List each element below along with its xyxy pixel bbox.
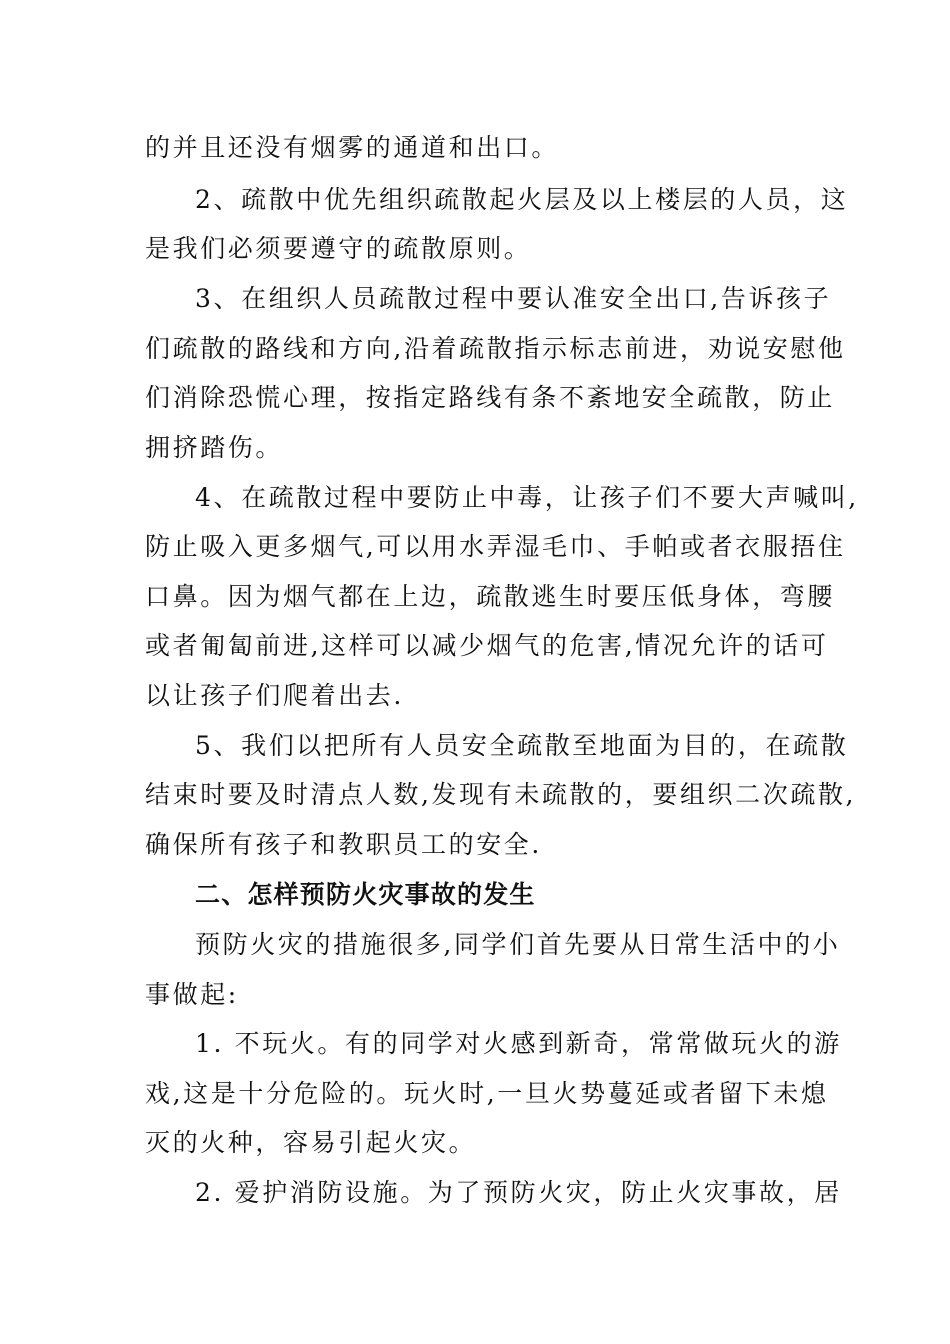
- paragraph-line: 事做起:: [145, 980, 239, 1009]
- paragraph-line: 们消除恐慌心理，按指定路线有条不紊地安全疏散，防止: [145, 383, 836, 412]
- section-heading: 二、怎样预防火灾事故的发生: [195, 880, 536, 909]
- paragraph-line: 戏,这是十分危险的。玩火时,一旦火势蔓延或者留下未熄: [145, 1079, 829, 1108]
- paragraph-line: 预防火灾的措施很多,同学们首先要从日常生活中的小: [195, 930, 841, 959]
- paragraph-line: 确保所有孩子和教职员工的安全.: [145, 830, 542, 859]
- paragraph-line: 4、在疏散过程中要防止中毒，让孩子们不要大声喊叫,: [195, 483, 859, 512]
- paragraph-line: 防止吸入更多烟气,可以用水弄湿毛巾、手帕或者衣服捂住: [145, 532, 846, 561]
- paragraph-line: 灭的火种，容易引起火灾。: [145, 1128, 477, 1157]
- paragraph-line: 5、我们以把所有人员安全疏散至地面为目的，在疏散: [195, 731, 849, 760]
- paragraph-line: 3、在组织人员疏散过程中要认准安全出口,告诉孩子: [195, 284, 832, 313]
- paragraph-line: 们疏散的路线和方向,沿着疏散指示标志前进，劝说安慰他: [145, 334, 846, 363]
- paragraph-line: 口鼻。因为烟气都在上边，疏散逃生时要压低身体，弯腰: [145, 582, 836, 611]
- paragraph-line: 拥挤踏伤。: [145, 433, 284, 462]
- paragraph-line: 2. 爱护消防设施。为了预防火灾，防止火灾事故，居: [195, 1178, 842, 1207]
- paragraph-line: 或者匍匐前进,这样可以减少烟气的危害,情况允许的话可: [145, 631, 829, 660]
- paragraph-line: 2、疏散中优先组织疏散起火层及以上楼层的人员，这: [195, 185, 849, 214]
- paragraph-line: 1. 不玩火。有的同学对火感到新奇，常常做玩火的游: [195, 1029, 842, 1058]
- paragraph-line: 结束时要及时清点人数,发现有未疏散的，要组织二次疏散,: [145, 780, 857, 809]
- paragraph-line: 是我们必须要遵守的疏散原则。: [145, 234, 532, 263]
- paragraph-line: 的并且还没有烟雾的通道和出口。: [145, 133, 560, 162]
- paragraph-line: 以让孩子们爬着出去.: [145, 681, 404, 710]
